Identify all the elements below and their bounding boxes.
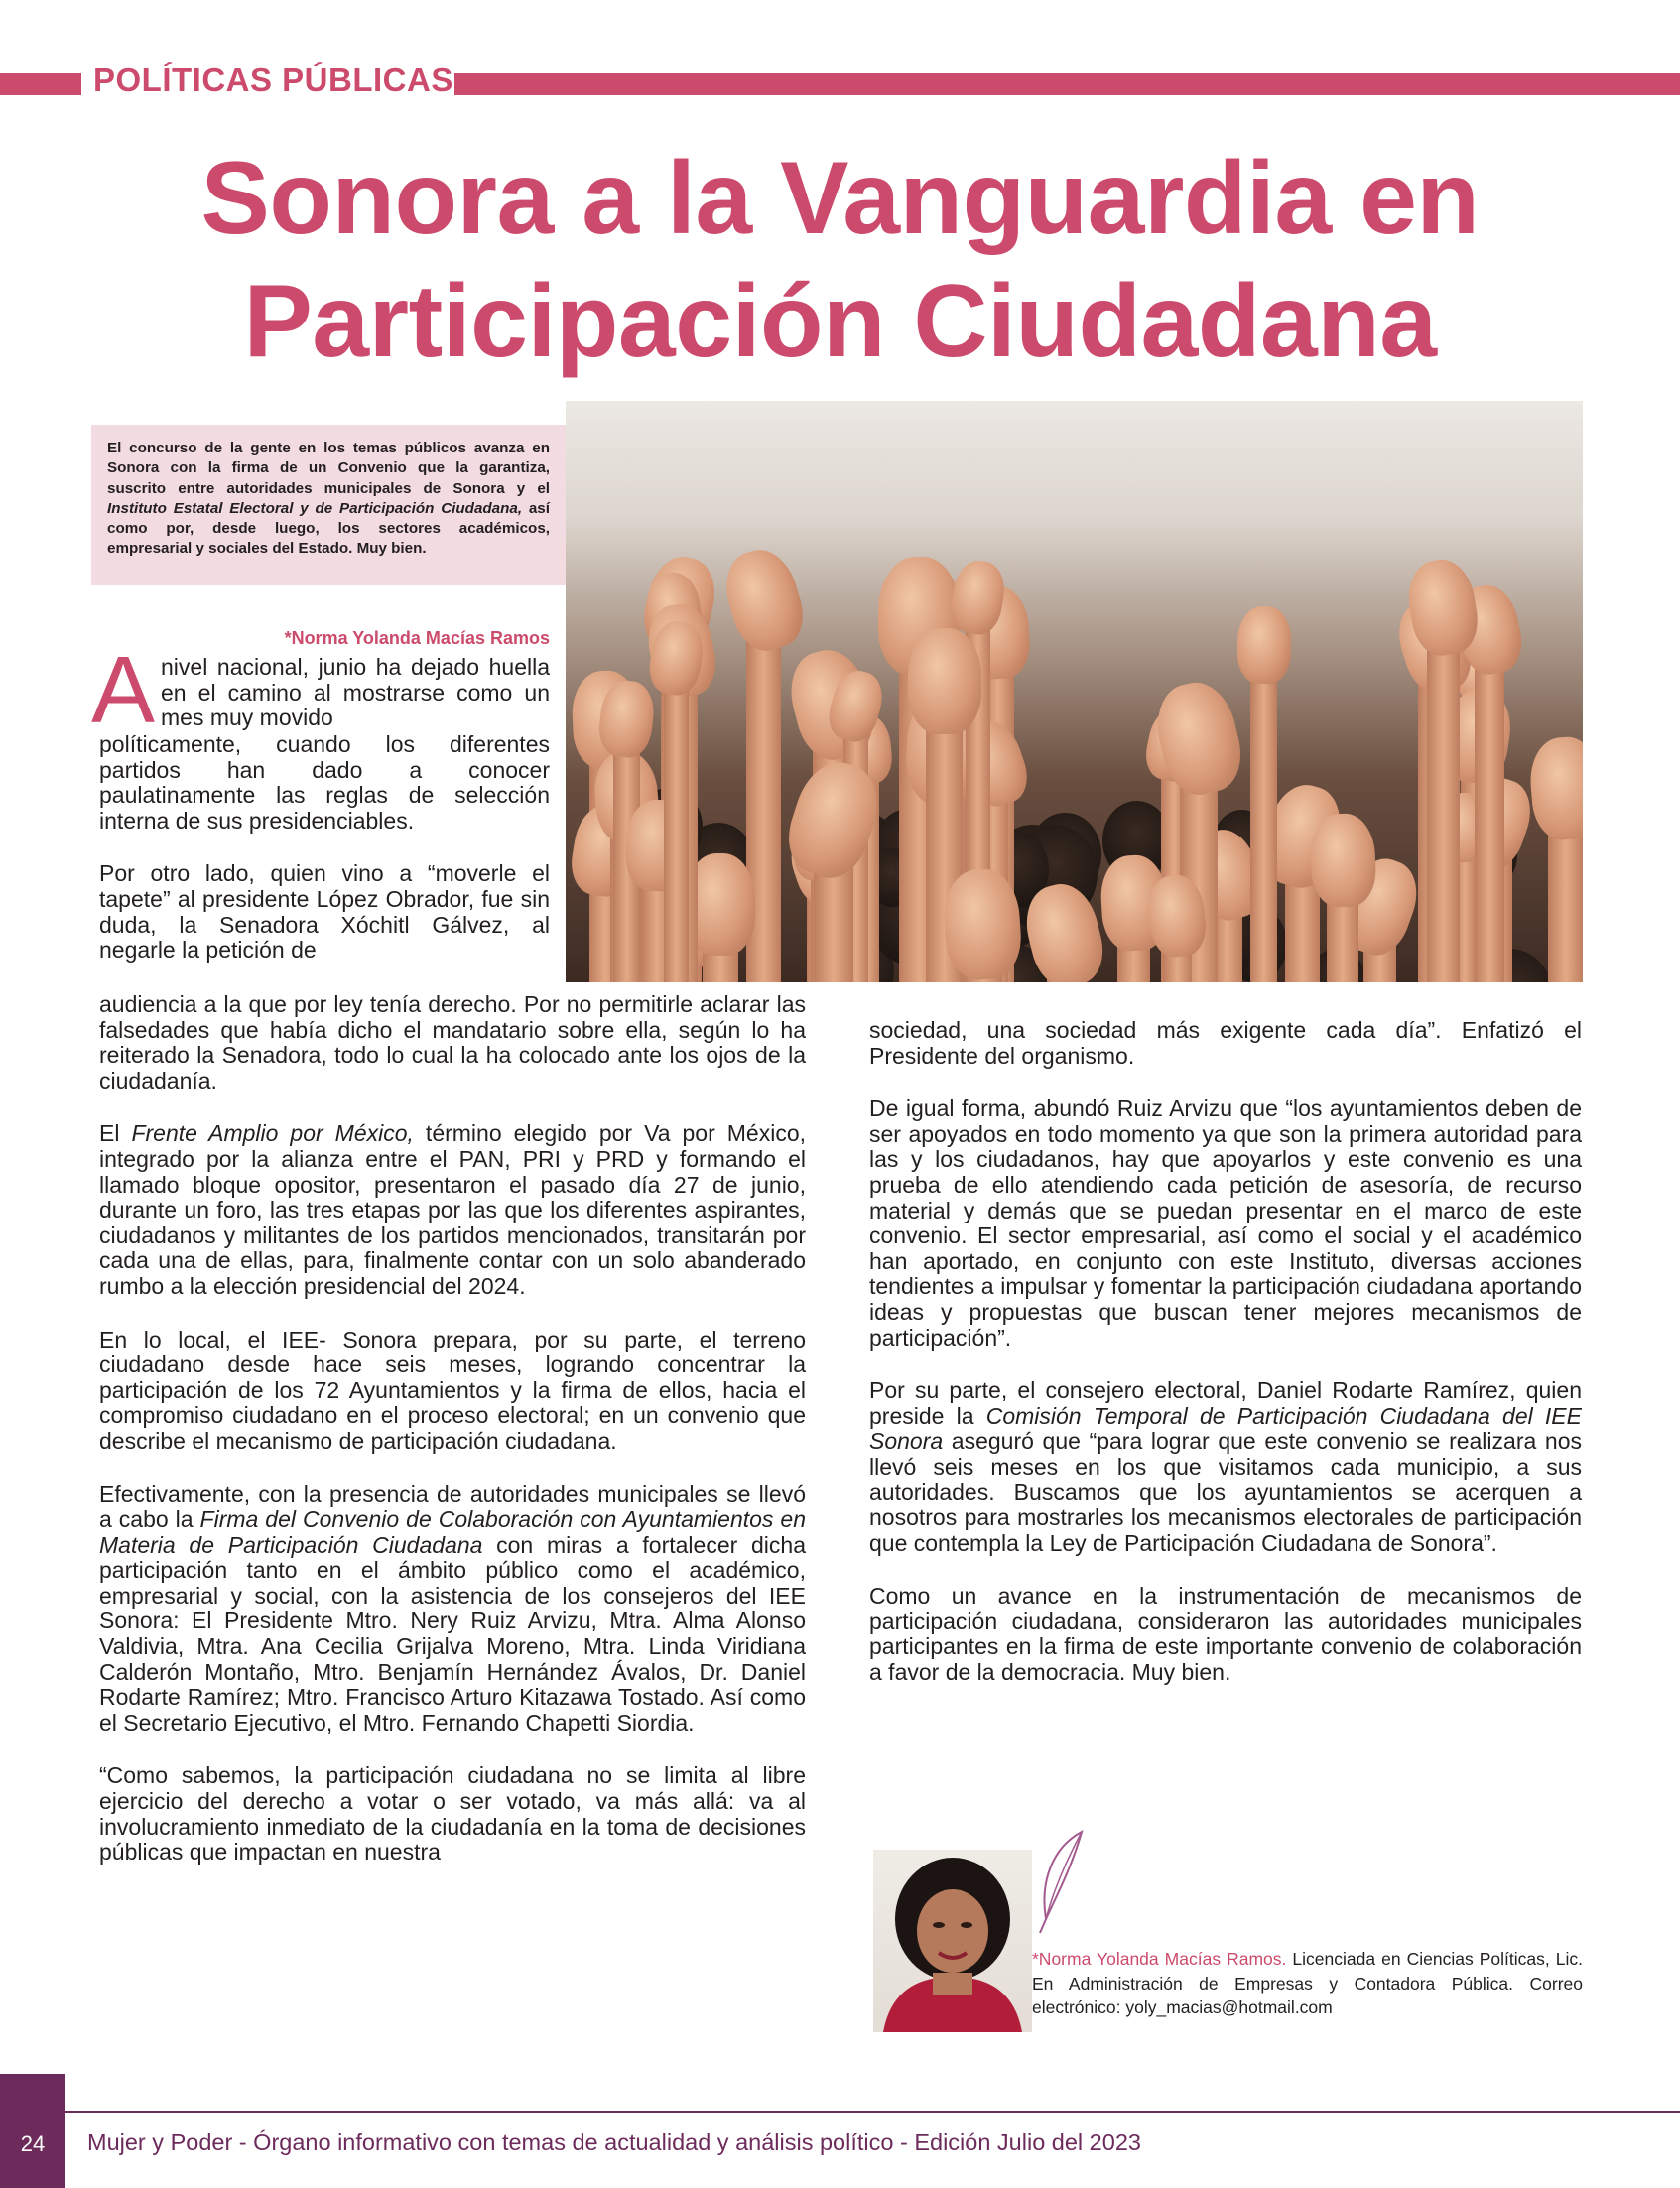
author-bio-text: Licenciada en Ciencias Políticas, Lic. En Administración de Empresas y Contadora Pública. Correo electrónico: yoly_macias@hotmail.com (1032, 1949, 1583, 2017)
p3-pre: El (99, 1120, 132, 1147)
raised-arm (1427, 619, 1460, 982)
raised-hand (1527, 734, 1583, 841)
drop-cap: A (91, 637, 156, 743)
raised-hand (908, 628, 981, 734)
page-number: 24 (20, 2131, 46, 2156)
lead-text-part2: así como por, desde luego, los sectores académicos, empresarial y sociales del Estado. Muy bien. (107, 499, 550, 558)
col2-paragraph-2: De igual forma, abundó Ruiz Arvizu que “los ayuntamientos deben de ser apoyados en todo momento ya que son la primera autoridad para las y los ciudadanos, hay que apoyarlos y este convenio es una prueba de ello atendiendo cada petición de asesoría, de recurso material y demás que se puedan presentar en el marco de este convenio. El sector empresarial, así como el social y el académico han aportado, en conjunto con este Instituto, diversas acciones tendientes a impulsar y fomentar la participación ciudadana aportando ideas y propuestas que buscan tener mejores mecanismos de participación”. (869, 1095, 1582, 1351)
p5-italic: Firma del Convenio de Colaboración con Ayuntamientos en Materia de Participación Ciudadana (99, 1506, 806, 1558)
column-2 (869, 1018, 1582, 1714)
paragraph-6: “Como sabemos, la participación ciudadana no se limita al libre ejercicio del derecho a votar o ser votado, va más allá: va al involucramiento inmediato de la ciudadanía en la toma de decisiones públicas que impactan en nuestra (99, 1762, 806, 1866)
title-line-2: Participación Ciudadana (243, 264, 1437, 379)
paragraph-1-rest: políticamente, cuando los diferentes partidos han dado a conocer paulatinamente las reglas de selección interna de sus presidenciables. (99, 731, 550, 834)
article-title (40, 137, 1640, 383)
lead-text-part1: El concurso de la gente en los temas públicos avanza en Sonora con la firma de un Convenio que la garantiza, suscrito entre autoridades municipales de Sonora y el (107, 440, 550, 497)
footer-text: Mujer y Poder - Órgano informativo con temas de actualidad y análisis político - Edición Julio del 2023 (87, 2129, 1141, 2155)
section-bar-left (0, 73, 81, 95)
c2p3-italic: Comisión Temporal de Participación Ciudadana del IEE Sonora (869, 1402, 1582, 1455)
raised-arm (664, 667, 690, 982)
col2-paragraph-3 (869, 1378, 1582, 1556)
p3-italic: Frente Amplio por México, (131, 1120, 414, 1147)
raised-hands-photo (566, 401, 1583, 982)
lead-text (107, 439, 550, 560)
narrow-column-text (99, 732, 550, 964)
author-name: *Norma Yolanda Macías Ramos. (1032, 1949, 1287, 1969)
raised-hand (1236, 606, 1291, 685)
column-1 (99, 992, 806, 1893)
title-line-1: Sonora a la Vanguardia en (200, 141, 1480, 256)
paragraph-1-lead: nivel nacional, junio ha dejado huella en el camino al mostrarse como un mes muy movido (161, 654, 550, 731)
paragraph-2-rest: audiencia a la que por ley tenía derecho. Por no permitirle aclarar las falsedades que había dicho el mandatario sobre ella, según lo ha reiterado la Senadora, todo lo cual la ha colocado ante los ojos de la ciudadanía. (99, 991, 806, 1094)
p5-pre: Efectivamente, con la presencia de autoridades municipales se llevó a cabo la (99, 1480, 806, 1533)
author-portrait-illustration (873, 1850, 1032, 2032)
c2p3-post: aseguró que “para lograr que este convenio se realizara nos llevó seis meses en los que visitamos cada municipio, a sus autoridades. Buscamos que los ayuntamientos se acerquen a nosotros para mostrarles los mecanismos electorales de participación que contempla la Ley de Participación Ciudadana de Sonora”. (869, 1428, 1582, 1556)
paragraph-5 (99, 1482, 806, 1737)
footer-rule (0, 2111, 1680, 2113)
col2-paragraph-1: sociedad, una sociedad más exigente cada día”. Enfatizó el Presidente del organismo. (869, 1017, 1582, 1069)
quill-icon (1032, 1828, 1092, 1937)
section-label: POLÍTICAS PÚBLICAS (93, 62, 453, 98)
section-bar-right (454, 73, 1680, 95)
byline: *Norma Yolanda Macías Ramos (284, 628, 550, 648)
raised-hand (1309, 813, 1377, 909)
p3-post: término elegido por Va por México, integrado por la alianza entre el PAN, PRI y PRD y formando el llamado bloque opositor, presentaron el pasado día 27 de junio, durante un foro, las tres etapas por las que los diferentes aspirantes, ciudadanos y militantes de los partidos mencionados, transitarán por cada una de ellas, para, finalmente contar con un solo abanderado rumbo a la elección presidencial del 2024. (99, 1120, 807, 1299)
paragraph-4: En lo local, el IEE- Sonora prepara, por su parte, el terreno ciudadano desde hace seis meses, logrando concentrar la participación de los 72 Ayuntamientos y la firma de ellos, hacia el compromiso ciudadano en el proceso electoral; en un convenio que describe el mecanismo de participación ciudadana. (99, 1326, 806, 1454)
lead-text-italic: Instituto Estatal Electoral y de Participación Ciudadana, (107, 499, 523, 517)
c2p3-pre: Por su parte, el consejero electoral, Daniel Rodarte Ramírez, quien preside la (869, 1377, 1582, 1429)
col2-paragraph-4: Como un avance en la instrumentación de mecanismos de participación ciudadana, consideraron las autoridades municipales participantes en la firma de este importante convenio de colaboración a favor de la democracia. Muy bien. (869, 1583, 1582, 1686)
paragraph-3 (99, 1121, 806, 1299)
raised-arm (1475, 640, 1505, 982)
author-bio (1032, 1947, 1583, 2020)
author-photo (873, 1850, 1032, 2032)
raised-arm (1250, 655, 1277, 982)
paragraph-2-top: Por otro lado, quien vino a “moverle el tapete” al presidente López Obrador, fue sin duda, la Senadora Xóchitl Gálvez, al negarle la petición de (99, 860, 550, 964)
raised-hand (716, 542, 812, 658)
p5-post: con miras a fortalecer dicha participación tanto en el ámbito público como el académico, empresarial y social, con la asistencia de los consejeros del IEE Sonora: El Presidente Mtro. Nery Ruiz Arvizu, Mtra. Alma Alonso Valdivia, Mtra. Ana Cecilia Grijalva Moreno, Mtra. Linda Viridiana Calderón Montaño, Mtro. Benjamín Hernández Ávalos, Dr. Daniel Rodarte Ramírez; Mtro. Francisco Arturo Kitazawa Tostado. Así como el Secretario Ejecutivo, el Mtro. Fernando Chapetti Siordia. (99, 1531, 806, 1736)
